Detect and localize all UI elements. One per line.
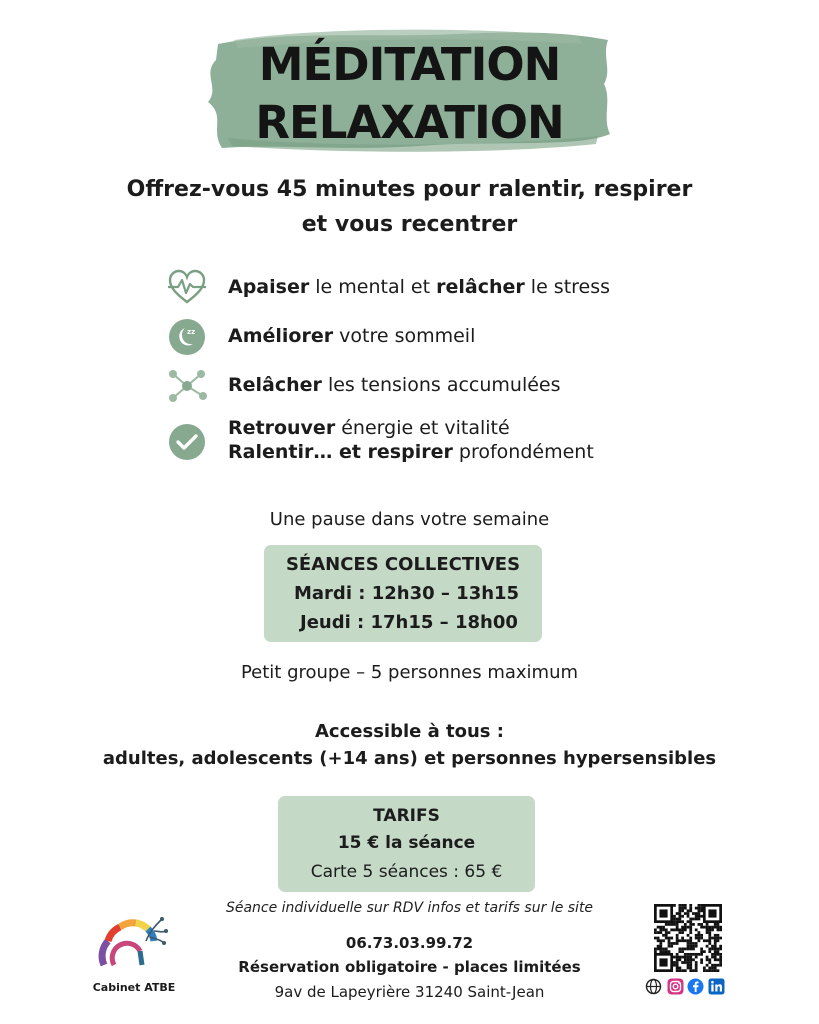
cabinet-logo xyxy=(98,911,172,975)
tarif-card-price: Carte 5 séances : 65 € xyxy=(310,862,503,882)
booking-note: Réservation obligatoire - places limitées xyxy=(238,958,581,976)
session-tuesday: Mardi : 12h30 – 13h15 xyxy=(294,583,520,604)
session-thursday: Jeudi : 17h15 – 18h00 xyxy=(300,612,518,633)
qr-code[interactable] xyxy=(654,904,722,972)
access-line-2: adultes, adolescents (+14 ans) et personnes hypersensibles xyxy=(102,748,717,769)
benefit-text: Améliorer votre sommeil xyxy=(228,325,476,347)
instagram-icon[interactable] xyxy=(667,978,684,995)
benefit-text: Relâcher les tensions accumulées xyxy=(228,374,561,396)
tarifs-box xyxy=(278,796,535,892)
check-circle-icon xyxy=(165,420,209,464)
subtitle-line-2: et vous recentrer xyxy=(301,212,518,237)
facebook-icon[interactable] xyxy=(687,978,704,995)
heart-pulse-icon xyxy=(165,266,209,310)
molecule-icon xyxy=(165,364,209,408)
title-line-2: RELAXATION xyxy=(255,96,564,149)
sessions-heading: SÉANCES COLLECTIVES xyxy=(285,554,521,575)
address: 9av de Lapeyrière 31240 Saint-Jean xyxy=(274,983,545,1001)
linkedin-icon[interactable] xyxy=(708,978,725,995)
individual-session-note: Séance individuelle sur RDV infos et tarifs sur le site xyxy=(225,900,594,916)
subtitle-line-1: Offrez-vous 45 minutes pour ralentir, respirer xyxy=(126,177,693,202)
benefit-text: Apaiser le mental et relâcher le stress xyxy=(228,276,611,298)
logo-label: Cabinet ATBE xyxy=(92,981,176,994)
title-line-1: MÉDITATION xyxy=(258,38,561,91)
phone-number: 06.73.03.99.72 xyxy=(345,934,474,952)
benefit-text-secondary: Ralentir… et respirer profondément xyxy=(228,441,594,463)
access-line-1: Accessible à tous : xyxy=(315,721,504,742)
tarif-session-price: 15 € la séance xyxy=(337,833,476,853)
svg-text:zz: zz xyxy=(187,328,196,336)
sleep-moon-icon xyxy=(165,315,209,359)
globe-icon[interactable] xyxy=(645,978,662,995)
group-size-text: Petit groupe – 5 personnes maximum xyxy=(240,662,579,683)
benefit-text: Retrouver énergie et vitalité xyxy=(228,417,510,439)
sessions-box xyxy=(264,545,542,642)
pause-text: Une pause dans votre semaine xyxy=(269,509,550,530)
tarifs-heading: TARIFS xyxy=(373,806,440,826)
